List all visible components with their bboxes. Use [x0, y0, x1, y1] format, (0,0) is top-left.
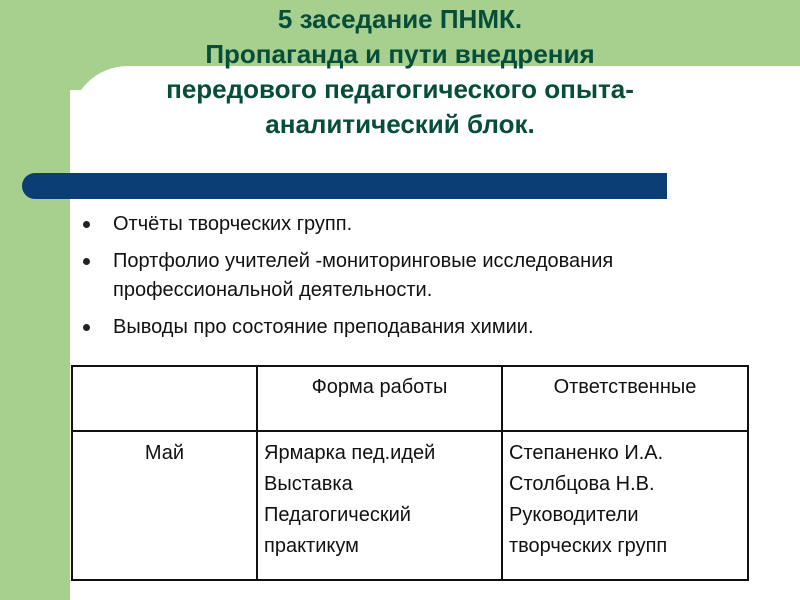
form-cell [257, 431, 502, 580]
header-cell-responsible: Ответственные [502, 366, 748, 431]
bullet-item [82, 247, 772, 305]
bullet-dot-icon [83, 324, 90, 331]
title-line: Пропаганда и пути внедрения [205, 39, 595, 69]
bullet-list [82, 210, 772, 350]
bullet-text: Выводы про состояние преподавания химии. [113, 316, 534, 338]
responsible-item: Руководители [509, 504, 639, 526]
title-line: 5 заседание ПНМК. [277, 4, 523, 34]
bullet-text: Портфолио учителей -мониторинговые исследования профессиональной деятельности. [113, 250, 614, 301]
responsible-item: Столбцова Н.В. [509, 473, 655, 495]
bullet-dot-icon [83, 221, 90, 228]
bullet-dot-icon [83, 258, 90, 265]
month-cell: Май [72, 431, 257, 580]
form-item: практикум [264, 535, 359, 557]
plan-table [71, 365, 749, 581]
title-underline-bar [22, 173, 667, 199]
bullet-item [82, 210, 772, 239]
table-header-row [72, 366, 748, 431]
table-row [72, 431, 748, 580]
form-item: Педагогический [264, 504, 411, 526]
form-item: Выставка [264, 473, 353, 495]
responsible-item: творческих групп [509, 535, 668, 557]
header-cell-form: Форма работы [257, 366, 502, 431]
form-item: Ярмарка пед.идей [264, 442, 436, 464]
title-line: аналитический блок. [265, 109, 535, 139]
title-line: передового педагогического опыта- [166, 74, 634, 104]
responsible-cell [502, 431, 748, 580]
slide-title [30, 2, 770, 142]
bullet-item [82, 313, 772, 342]
responsible-item: Степаненко И.А. [509, 442, 664, 464]
bullet-text: Отчёты творческих групп. [113, 213, 353, 235]
header-cell-empty [72, 366, 257, 431]
